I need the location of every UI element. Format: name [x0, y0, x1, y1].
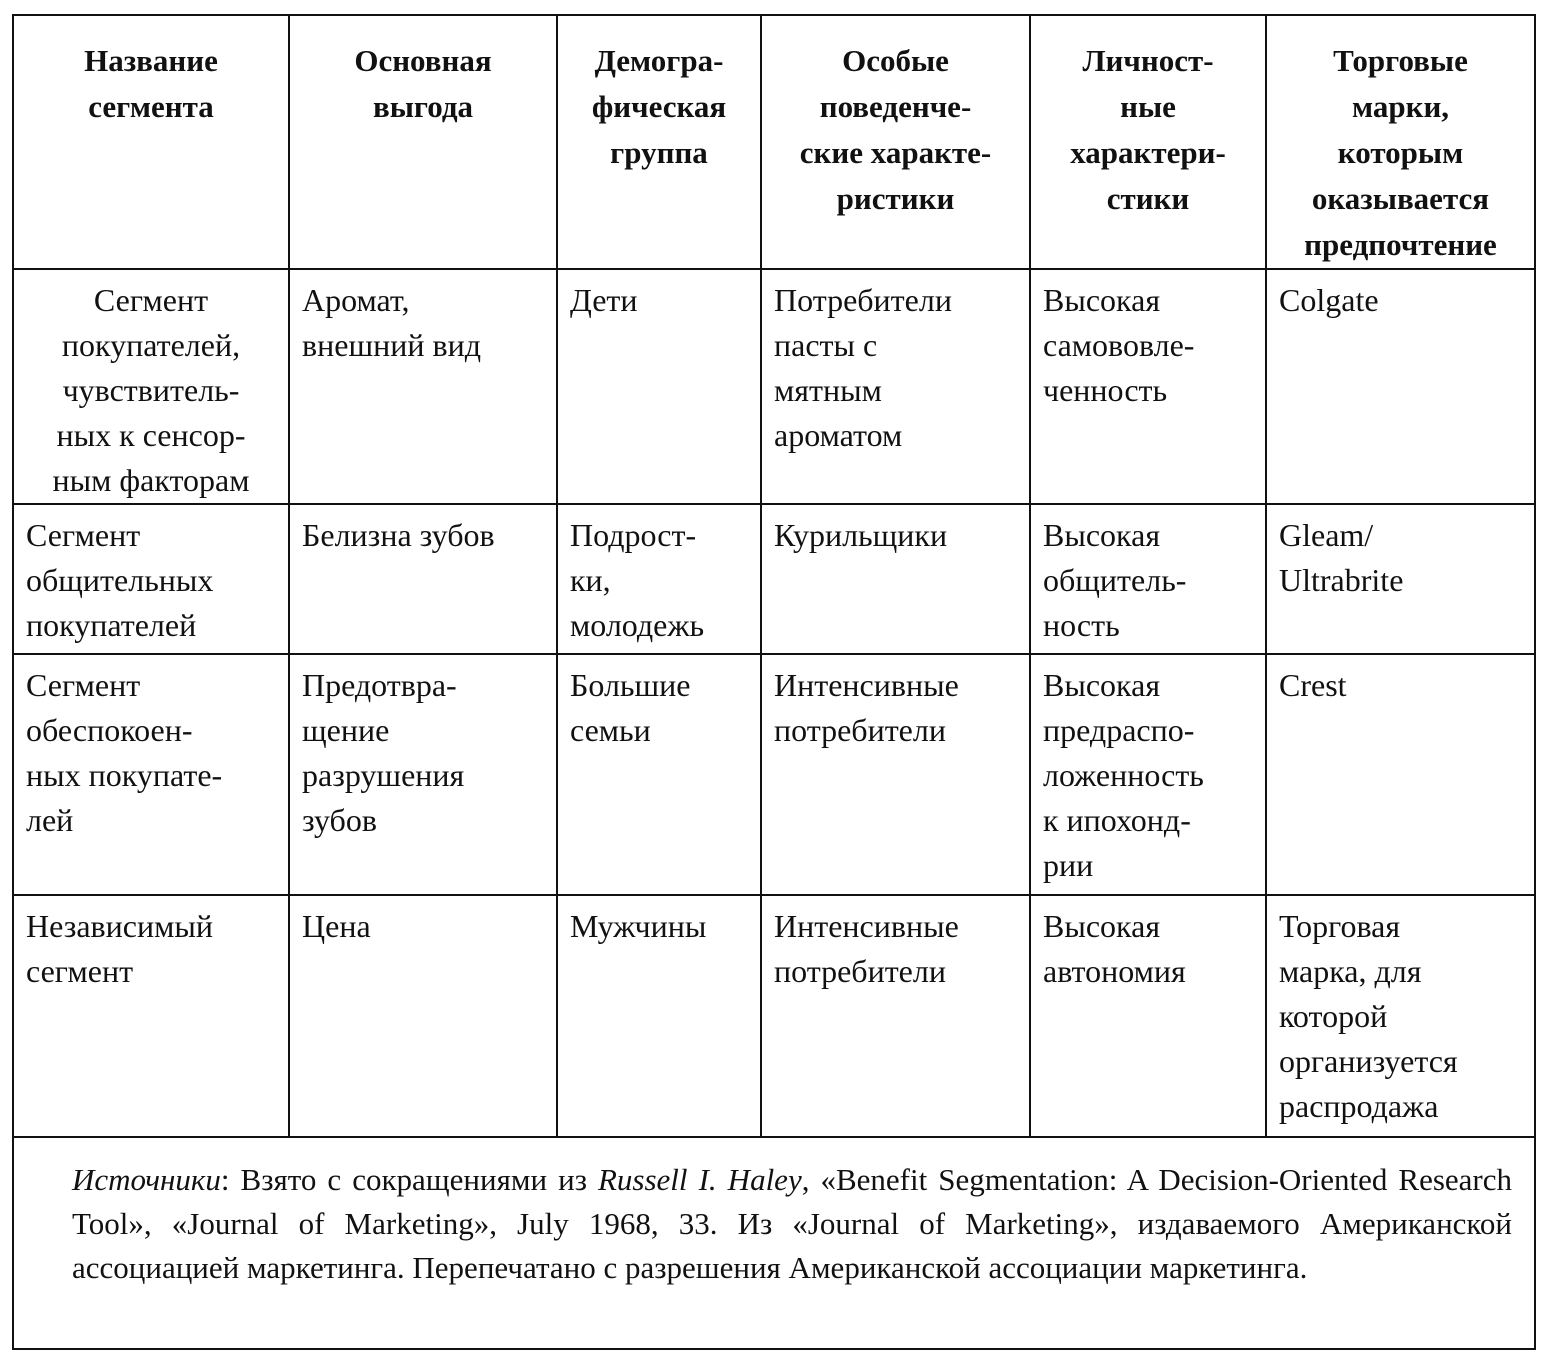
- header-segment-name: Название сегмента: [13, 15, 289, 269]
- footnote-text-1: : Взято с сокращениями из: [220, 1162, 598, 1197]
- footnote-label: Источники: [72, 1162, 221, 1197]
- segmentation-table: [12, 14, 1536, 1350]
- table-cell: Торговая марка, для которой организуется распродажа: [1266, 895, 1535, 1137]
- table-cell: Gleam/ Ultrabrite: [1266, 504, 1535, 654]
- table-cell: Потребители пасты с мятным ароматом: [761, 269, 1030, 504]
- table-cell: Курильщики: [761, 504, 1030, 654]
- table-cell: Интенсивные потребители: [761, 654, 1030, 895]
- table-cell: Подрост- ки, молодежь: [557, 504, 761, 654]
- table-row: [13, 269, 1535, 504]
- table-cell: Высокая предраспо- ложенность к ипохонд- рии: [1030, 654, 1266, 895]
- table-cell: Аромат, внешний вид: [289, 269, 557, 504]
- table-cell: Сегмент обеспокоен- ных покупате- лей: [13, 654, 289, 895]
- header-preferred-brands: Торговые марки, которым оказывается предпочтение: [1266, 15, 1535, 269]
- header-row: [13, 15, 1535, 269]
- source-footnote: [13, 1137, 1535, 1349]
- table-cell: Интенсивные потребители: [761, 895, 1030, 1137]
- footnote-author: Russell I. Haley: [597, 1162, 802, 1197]
- table-cell: Crest: [1266, 654, 1535, 895]
- table-cell: Дети: [557, 269, 761, 504]
- footnote-text-2: , «Benefit Segmentation: A Decision-Oriented Research Tool», «Journal of Marketing», July 1968, 33. Из «Journal of Marketing», издаваемого Американской ассоциацией маркетинга. Перепечатано с разрешения Американской ассоциации маркетинга.: [72, 1162, 1513, 1285]
- footnote-row: [13, 1137, 1535, 1349]
- table-cell: Мужчины: [557, 895, 761, 1137]
- table-cell: Белизна зубов: [289, 504, 557, 654]
- table-cell: Высокая автономия: [1030, 895, 1266, 1137]
- table-row: [13, 895, 1535, 1137]
- table-cell: Предотвра- щение разрушения зубов: [289, 654, 557, 895]
- table-cell: Сегмент покупателей, чувствитель- ных к сенсор- ным факторам: [13, 269, 289, 504]
- table-row: [13, 654, 1535, 895]
- header-personality-traits: Личност- ные характери- стики: [1030, 15, 1266, 269]
- table-cell: Высокая общитель- ность: [1030, 504, 1266, 654]
- table-cell: Сегмент общительных покупателей: [13, 504, 289, 654]
- table-cell: Цена: [289, 895, 557, 1137]
- table-cell: Colgate: [1266, 269, 1535, 504]
- header-demographic-group: Демогра- фическая группа: [557, 15, 761, 269]
- header-behavioral-traits: Особые поведенче- ские характе- ристики: [761, 15, 1030, 269]
- table-cell: Высокая самововле- ченность: [1030, 269, 1266, 504]
- table-row: [13, 504, 1535, 654]
- table-cell: Независимый сегмент: [13, 895, 289, 1137]
- table-cell: Большие семьи: [557, 654, 761, 895]
- header-main-benefit: Основная выгода: [289, 15, 557, 269]
